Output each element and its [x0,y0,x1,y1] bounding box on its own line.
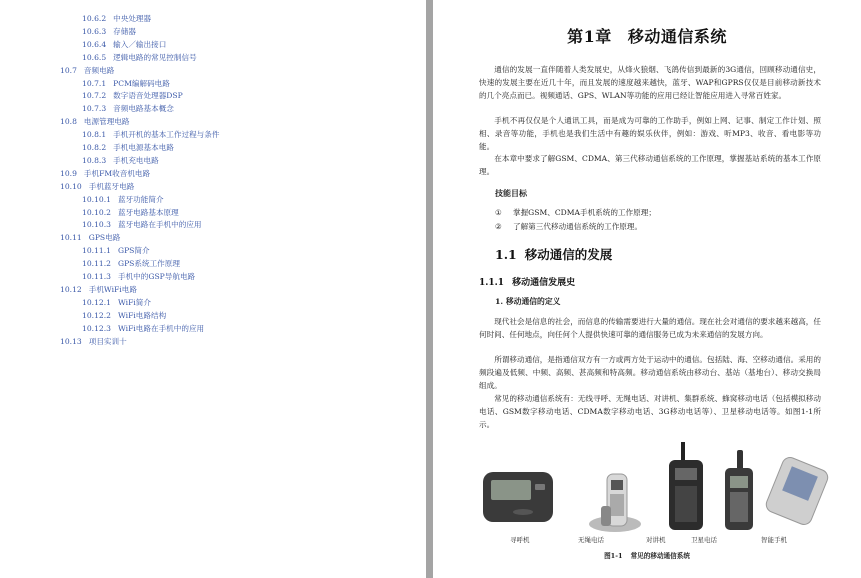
chapter-name: 移动通信系统 [627,27,727,46]
toc-entry[interactable] [60,182,134,192]
toc-entry-number: 10.10 [60,181,82,191]
figure-label-satellite: 卫星电话 [691,536,717,544]
intro-paragraph: 通信的发展一直伴随着人类发展史，从烽火狼烟、飞鸽传信到最新的3G通信，回顾移动通信史，快速的发展主要在近几十年，而且发展的速度越来越快，蓝牙、WAP和GPRS仅仅是目前移动新技术的几个亮点而已。视频通话、GPS、WLAN等功能的应用已经让智能应用进入寻常百姓家。 [479,65,821,100]
left-page-toc [0,0,426,578]
phones-illustration [473,432,833,544]
toc-entry-title: 蓝牙电路在手机中的应用 [118,220,202,230]
toc-entry[interactable] [60,233,120,243]
smartphone-image [764,455,830,527]
skill-item [495,221,642,232]
toc-entry-title: 数字语音处理器DSP [113,91,183,101]
toc-entry-title: 手机蓝牙电路 [88,181,135,191]
toc-entry[interactable] [60,66,114,76]
subsubsection-title: 移动通信的定义 [505,297,561,306]
toc-entry-number: 10.7.1 [82,78,107,88]
toc-entry[interactable] [82,91,183,101]
toc-entry-title: WiFi电路在手机中的应用 [118,323,205,333]
toc-entry-number: 10.12.2 [82,310,111,320]
toc-entry-number: 10.11.2 [82,259,111,269]
toc-entry[interactable] [60,285,137,295]
toc-entry-title: 手机开机的基本工作过程与条件 [113,130,220,140]
toc-entry-title: WiFi电路结构 [118,310,167,320]
intro-paragraph: 在本章中要求了解GSM、CDMA、第三代移动通信系统的工作原理，掌握基站系统的基本工作原理。 [479,154,821,176]
subsection-number: 1.1.1 [479,278,505,288]
skill-marker: ① [495,208,502,217]
toc-entry[interactable] [82,14,151,24]
skill-text: 了解第三代移动通信系统的工作原理。 [513,222,643,231]
toc-entry[interactable] [82,104,174,114]
toc-entry-number: 10.8.2 [82,143,107,152]
walkie-talkie-image [669,442,703,530]
toc-entry-number: 10.6.4 [82,39,107,49]
toc-entry-number: 10.7.3 [82,104,107,114]
toc-entry-number: 10.13 [60,336,82,346]
toc-entry-number: 10.8 [60,117,77,127]
figure-label-smartphone: 智能手机 [761,536,787,544]
toc-entry-title: PCM编解码电路 [113,78,170,88]
toc-entry-number: 10.11.1 [82,246,111,256]
toc-entry-number: 10.10.2 [82,207,111,217]
toc-entry[interactable] [82,130,219,140]
body-paragraph: 常见的移动通信系统有：无线寻呼、无绳电话、对讲机、集群系统、蜂窝移动电话（包括模拟移动电话、GSM数字移动电话、CDMA数字移动电话、3G移动电话等）、卫星移动电话等。如图1-1所示。 [479,394,821,429]
right-page-chapter [433,0,861,578]
toc-entry[interactable] [82,272,195,282]
body-paragraph: 现代社会是信息的社会，而信息的传输需要进行大量的通信。现在社会对通信的要求越来越高，任何时间、任何地点，向任何个人提供快速可靠的通信服务已成为未来通信的发展方向。 [479,317,821,339]
toc-entry-number: 10.11 [60,233,82,243]
toc-entry[interactable] [82,156,159,166]
toc-entry[interactable] [82,195,164,205]
skill-marker: ② [495,222,502,231]
toc-entry[interactable] [82,79,170,89]
toc-entry-number: 10.8.1 [82,130,107,140]
toc-entry[interactable] [82,143,174,153]
toc-entry-number: 10.10.3 [82,220,111,230]
subsubsection-number: 1. [495,297,504,306]
figure-caption-text: 常见的移动通信系统 [630,552,690,560]
toc-entry-title: GPS电路 [88,233,121,243]
figure-label-walkie-talkie: 对讲机 [646,536,666,544]
toc-entry-number: 10.8.3 [82,155,107,165]
section-number: 1.1 [495,247,517,262]
toc-entry-number: 10.6.5 [82,52,107,62]
toc-entry[interactable] [82,208,179,218]
figure-phones [473,432,833,544]
toc-entry-title: WiFi简介 [118,297,151,307]
toc-entry-number: 10.7 [60,65,77,75]
toc-entry[interactable] [82,40,166,50]
toc-entry[interactable] [60,337,127,347]
toc-entry-number: 10.12.3 [82,323,111,333]
toc-entry-title: GPS简介 [118,246,150,256]
toc-entry[interactable] [60,117,129,127]
toc-entry-number: 10.7.2 [82,91,107,101]
toc-entry-title: 音频电路基本概念 [113,104,174,114]
toc-entry-number: 10.10.1 [82,194,111,204]
toc-entry-number: 10.12 [60,284,82,294]
figure-label-cordless: 无绳电话 [578,536,604,544]
section-heading [495,245,612,263]
satellite-phone-image [725,450,753,530]
toc-entry-title: 中央处理器 [113,14,152,23]
toc-entry-title: 手机充电电路 [113,155,159,165]
toc-entry-title: 项目实训十 [88,336,127,346]
skill-text: 掌握GSM、CDMA手机系统的工作原理； [513,208,656,217]
toc-entry-number: 10.6.2 [82,14,107,23]
toc-entry-title: 手机WiFi电路 [88,284,137,294]
toc-entry-title: GPS系统工作原理 [118,259,180,269]
skills-heading: 技能目标 [495,188,527,198]
intro-paragraph: 手机不再仅仅是个人通讯工具，而是成为可靠的工作助手，例如上网、记事、制定工作计划、照相、录音等功能，手机也是我们生活中有趣的娱乐伙伴，例如：游戏、听MP3、收音、看电影等功能。 [479,116,821,151]
subsection-title: 移动通信发展史 [512,278,576,288]
toc-entry-title: 逻辑电路的常见控制信号 [113,52,197,62]
toc-entry-title: 音频电路 [83,65,115,75]
cordless-phone-image [589,474,641,532]
toc-entry-title: 电源管理电路 [83,117,130,127]
subsection-heading [479,275,575,288]
toc-entry[interactable] [82,259,180,269]
toc-entry-title: 手机FM收音机电路 [83,168,151,178]
toc-entry[interactable] [82,53,197,63]
toc-entry-title: 蓝牙功能简介 [118,194,164,204]
toc-entry[interactable] [82,311,166,321]
toc-entry[interactable] [82,27,136,37]
pager-image [483,472,553,522]
toc-entry-title: 蓝牙电路基本原理 [118,207,179,217]
toc-entry-title: 手机电源基本电路 [113,143,174,152]
section-title: 移动通信的发展 [524,247,613,262]
toc-entry-number: 10.12.1 [82,297,111,307]
toc-entry[interactable] [82,324,204,334]
toc-entry-number: 10.9 [60,168,77,178]
subsubsection-heading [495,296,560,307]
toc-entry-title: 存储器 [113,26,136,36]
toc-entry[interactable] [82,298,151,308]
toc-entry-number: 10.11.3 [82,272,111,281]
toc-entry[interactable] [82,246,150,256]
body-paragraph: 所谓移动通信，是指通信双方有一方或两方处于运动中的通信。包括陆、海、空移动通信。采用的频段遍及低频、中频、高频、甚高频和特高频。移动通信系统由移动台、基站（基地台）、移动交换局组成。 [479,355,821,390]
figure-caption [433,550,861,560]
toc-entry[interactable] [60,169,150,179]
toc-entry-title: 输入／输出接口 [113,39,167,49]
toc-entry-number: 10.6.3 [82,26,107,36]
chapter-title [433,24,861,47]
chapter-number: 第1章 [567,27,612,46]
figure-label-pager: 寻呼机 [510,536,530,544]
toc-entry-title: 手机中的GSP导航电路 [118,272,196,281]
skill-item [495,207,656,218]
figure-caption-number: 图1-1 [604,552,623,560]
toc-entry[interactable] [82,220,202,230]
